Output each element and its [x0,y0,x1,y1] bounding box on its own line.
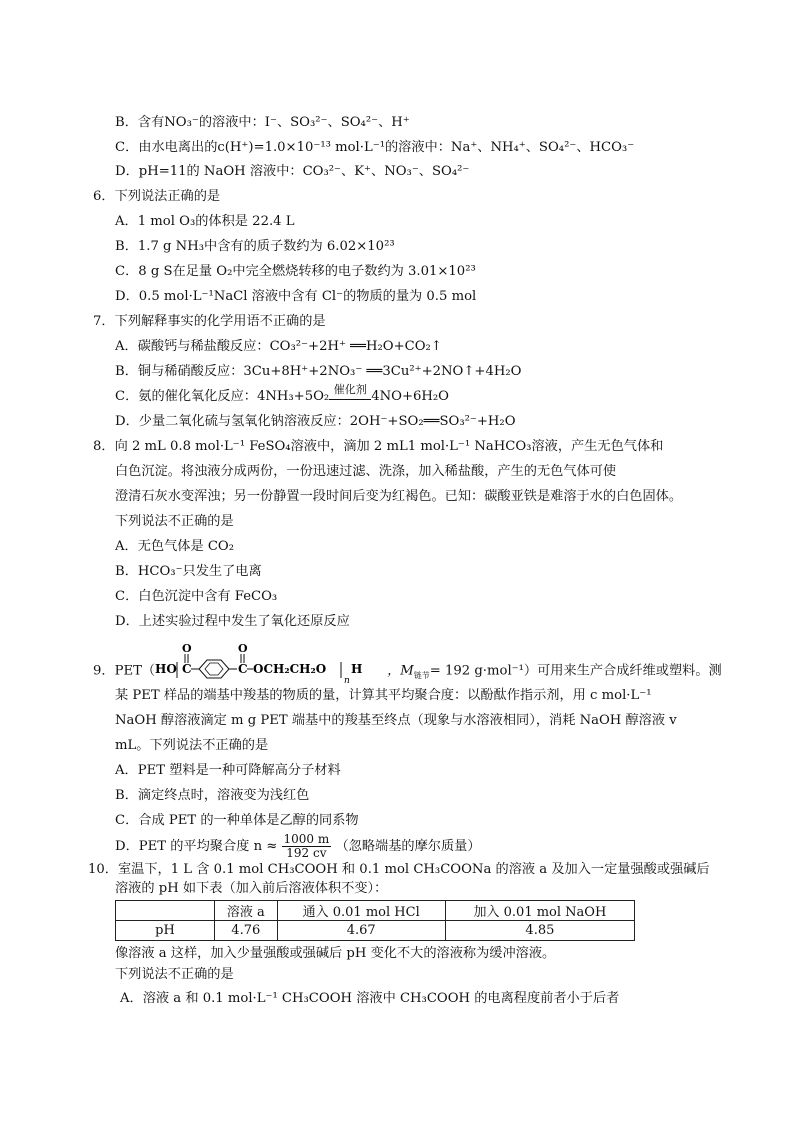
q8-stem-line3: 澄清石灰水变浑浊；另一份静置一段时间后变为红褐色。已知：碳酸亚铁是难溶于水的白色固体。 [115,489,683,504]
catalyst-arrow [329,383,371,400]
q9-number: 9．PET（ [93,663,156,679]
pet-structural-formula [155,642,387,684]
q10-stem-line3: 下列说法不正确的是 [115,967,234,982]
q8-option-b: B．HCO₃⁻只发生了电离 [115,564,262,579]
formula-o1: O [182,642,192,655]
q6-option-d: D．0.5 mol·L⁻¹NaCl 溶液中含有 Cl⁻的物质的量为 0.5 mol [115,289,477,304]
catalyst-label: 催化剂 [333,383,367,396]
q9-molar-mass-sub: 链节 [413,671,430,681]
q5-option-d: D．pH=11的 NaOH 溶液中：CO₃²⁻、K⁺、NO₃⁻、SO₄²⁻ [115,164,470,179]
q9-option-c: C．合成 PET 的一种单体是乙醇的同系物 [115,813,359,828]
q6-option-a: A．1 mol O₃的体积是 22.4 L [115,214,295,229]
q8-stem-line4: 下列说法不正确的是 [115,514,234,529]
table-header-cell: 溶液 a [215,901,278,921]
q6-option-c: C．8 g S在足量 O₂中完全燃烧转移的电子数约为 3.01×10²³ [115,264,476,279]
q5-option-c: C．由水电离出的c(H⁺)=1.0×10⁻¹³ mol·L⁻¹的溶液中：Na⁺、NH₄⁺、SO₄²⁻、HCO₃⁻ [115,140,635,155]
q7-option-a: A．碳酸钙与稀盐酸反应：CO₃²⁻+2H⁺ ══H₂O+CO₂↑ [115,339,442,354]
q6-stem: 6．下列说法正确的是 [93,189,221,204]
q7-stem: 7．下列解释事实的化学用语不正确的是 [93,314,326,329]
q9-option-d-right: （忽略端基的摩尔质量） [335,839,481,854]
fraction-numerator: 1000 m [283,832,330,846]
q7-option-c-left: C．氨的催化氧化反应：4NH₃+5O₂ [115,389,330,404]
q7-option-d: D．少量二氧化硫与氢氧化钠溶液反应：2OH⁻+SO₂══SO₃²⁻+H₂O [115,414,516,429]
q9-stem-line4: mL。下列说法不正确的是 [115,738,269,753]
q9-option-d [115,833,481,860]
formula-tail: OCH₂CH₂O [253,662,327,676]
q5-option-b: B．含有NO₃⁻的溶液中：I⁻、SO₃²⁻、SO₄²⁻、H⁺ [115,115,410,130]
q9-molar-mass-prefix: ，M [387,663,414,679]
pet-structure-svg [155,640,387,684]
q9-stem-line2: 某 PET 样品的端基中羧基的物质的量，计算其平均聚合度：以酚酞作指示剂，用 c mol·L⁻¹ [115,688,652,703]
q8-option-c: C．白色沉淀中含有 FeCO₃ [115,589,278,604]
formula-c1: C [182,662,192,676]
q8-option-a: A．无色气体是 CO₂ [115,539,235,554]
q8-option-d: D．上述实验过程中发生了氧化还原反应 [115,614,350,629]
table-row-label: pH [116,921,215,941]
q9-stem-line3: NaOH 醇溶液滴定 m g PET 端基中的羧基至终点（现象与水溶液相同），消耗 NaOH 醇溶液 v [115,713,677,728]
q10-stem-line2: 溶液的 pH 如下表（加入前后溶液体积不变）： [115,881,388,896]
table-row [116,921,635,941]
table-cell: 4.76 [215,921,278,941]
q8-stem-line1: 8．向 2 mL 0.8 mol·L⁻¹ FeSO₄溶液中，滴加 2 mL1 mol·L⁻¹ NaHCO₃溶液，产生无色气体和 [93,439,664,454]
table-header-cell: 加入 0.01 mol NaOH [445,901,634,921]
q10-option-a: A．溶液 a 和 0.1 mol·L⁻¹ CH₃COOH 溶液中 CH₃COOH 的电离程度前者小于后者 [120,991,620,1006]
table-header-cell [116,901,215,921]
q9-stem-line1 [93,642,722,685]
q9-option-b: B．滴定终点时，溶液变为浅红色 [115,788,310,803]
table-cell: 4.67 [277,921,445,941]
degree-fraction [282,833,332,860]
q10-stem-line1: 10．室温下，1 L 含 0.1 mol CH₃COOH 和 0.1 mol CH₃COONa 的溶液 a 及加入一定量强酸或强碱后 [88,862,710,877]
formula-ho: HO [155,662,177,676]
q7-option-b: B．铜与稀硝酸反应：3Cu+8H⁺+2NO₃⁻ ══3Cu²⁺+2NO↑+4H₂O [115,364,522,379]
q8-stem-line2: 白色沉淀。将浊液分成两份，一份迅速过滤、洗涤，加入稀盐酸，产生的无色气体可使 [115,464,617,479]
table-header-row [116,901,635,921]
q7-option-c-right: 4NO+6H₂O [371,389,449,404]
table-header-cell: 通入 0.01 mol HCl [277,901,445,921]
table-cell: 4.85 [445,921,634,941]
q9-option-a: A．PET 塑料是一种可降解高分子材料 [115,763,341,778]
formula-n: n [344,676,350,684]
formula-o2: O [238,642,248,655]
q9-molar-mass-rest: = 192 g·mol⁻¹）可用来生产合成纤维或塑料。测 [429,663,722,679]
formula-c2: C [238,662,248,676]
q9-option-d-left: D．PET 的平均聚合度 n ≈ [115,839,278,854]
fraction-denominator: 192 cv [286,846,327,860]
q6-option-b: B．1.7 g NH₃中含有的质子数约为 6.02×10²³ [115,239,395,254]
formula-h: H [351,662,363,676]
q10-note: 像溶液 a 这样，加入少量强酸或强碱后 pH 变化不大的溶液称为缓冲溶液。 [115,946,556,961]
ph-table [115,900,635,941]
q7-option-c [115,383,449,406]
